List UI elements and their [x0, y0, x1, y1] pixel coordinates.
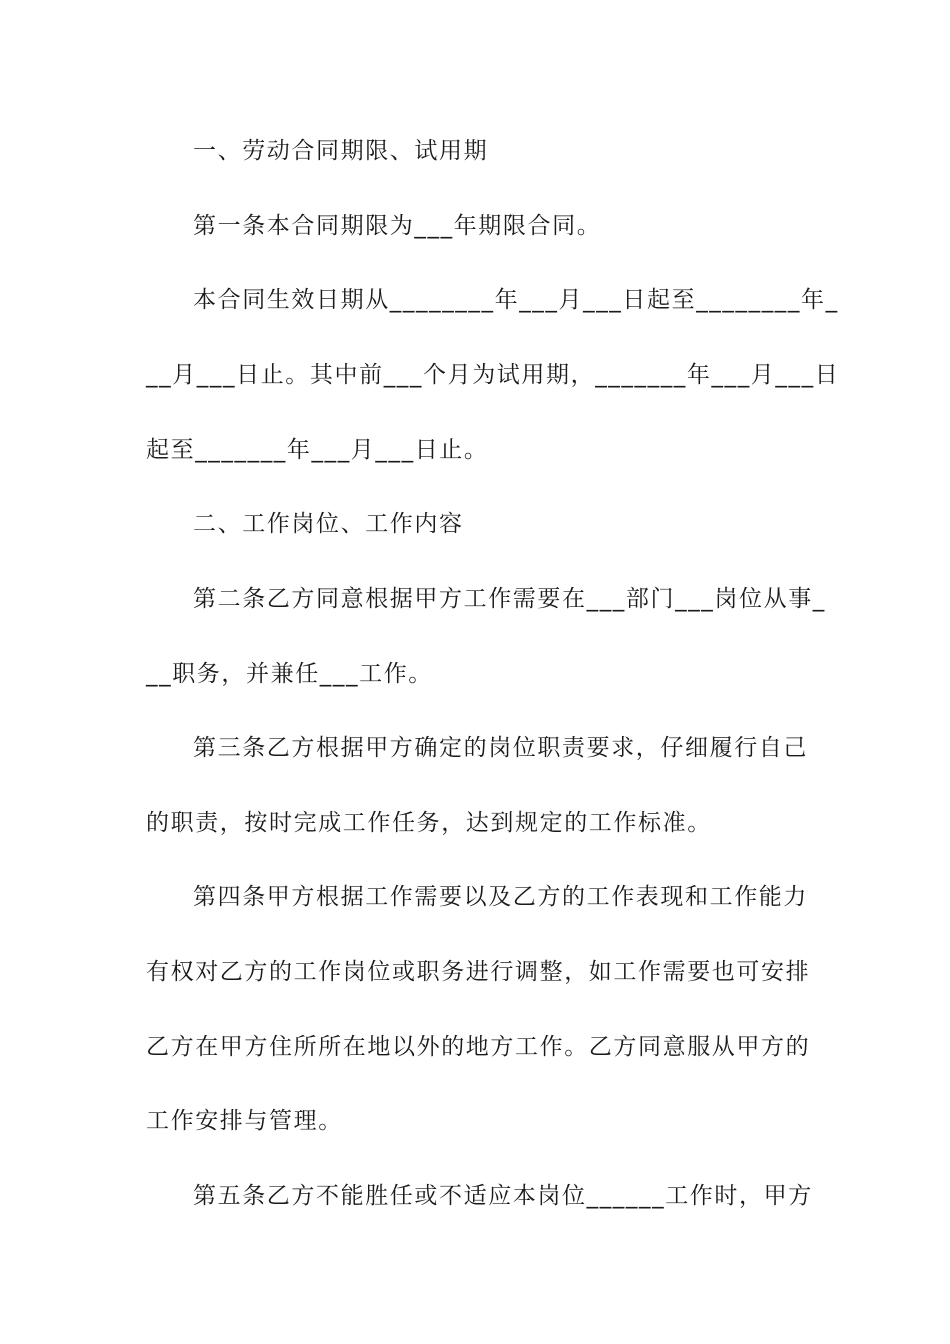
article-4-line-3: 乙方在甲方住所所在地以外的地方工作。乙方同意服从甲方的 [146, 1034, 811, 1060]
article-3-line-1: 第三条乙方根据甲方确定的岗位职责要求，仔细履行自己 [193, 735, 808, 761]
effective-date-line-3: 起至_______年___月___日止。 [146, 437, 489, 463]
section-heading-2: 二、工作岗位、工作内容 [193, 511, 464, 537]
article-4-line-1: 第四条甲方根据工作需要以及乙方的工作表现和工作能力 [193, 884, 808, 910]
article-1-line-1: 第一条本合同期限为___年期限合同。 [193, 213, 602, 239]
article-4-line-2: 有权对乙方的工作岗位或职务进行调整，如工作需要也可安排 [146, 959, 811, 985]
section-heading-1: 一、劳动合同期限、试用期 [193, 138, 489, 164]
article-4-line-4: 工作安排与管理。 [146, 1108, 343, 1134]
article-3-line-2: 的职责，按时完成工作任务，达到规定的工作标准。 [146, 810, 712, 836]
effective-date-line-2: __月___日止。其中前___个月为试用期，_______年___月___日 [146, 362, 840, 388]
article-5-line-1: 第五条乙方不能胜任或不适应本岗位______工作时，甲方 [193, 1183, 813, 1209]
effective-date-line-1: 本合同生效日期从________年___月___日起至________年_ [193, 287, 839, 313]
article-2-line-2: __职务，并兼任___工作。 [146, 661, 433, 687]
article-2-line-1: 第二条乙方同意根据甲方工作需要在___部门___岗位从事_ [193, 586, 826, 612]
